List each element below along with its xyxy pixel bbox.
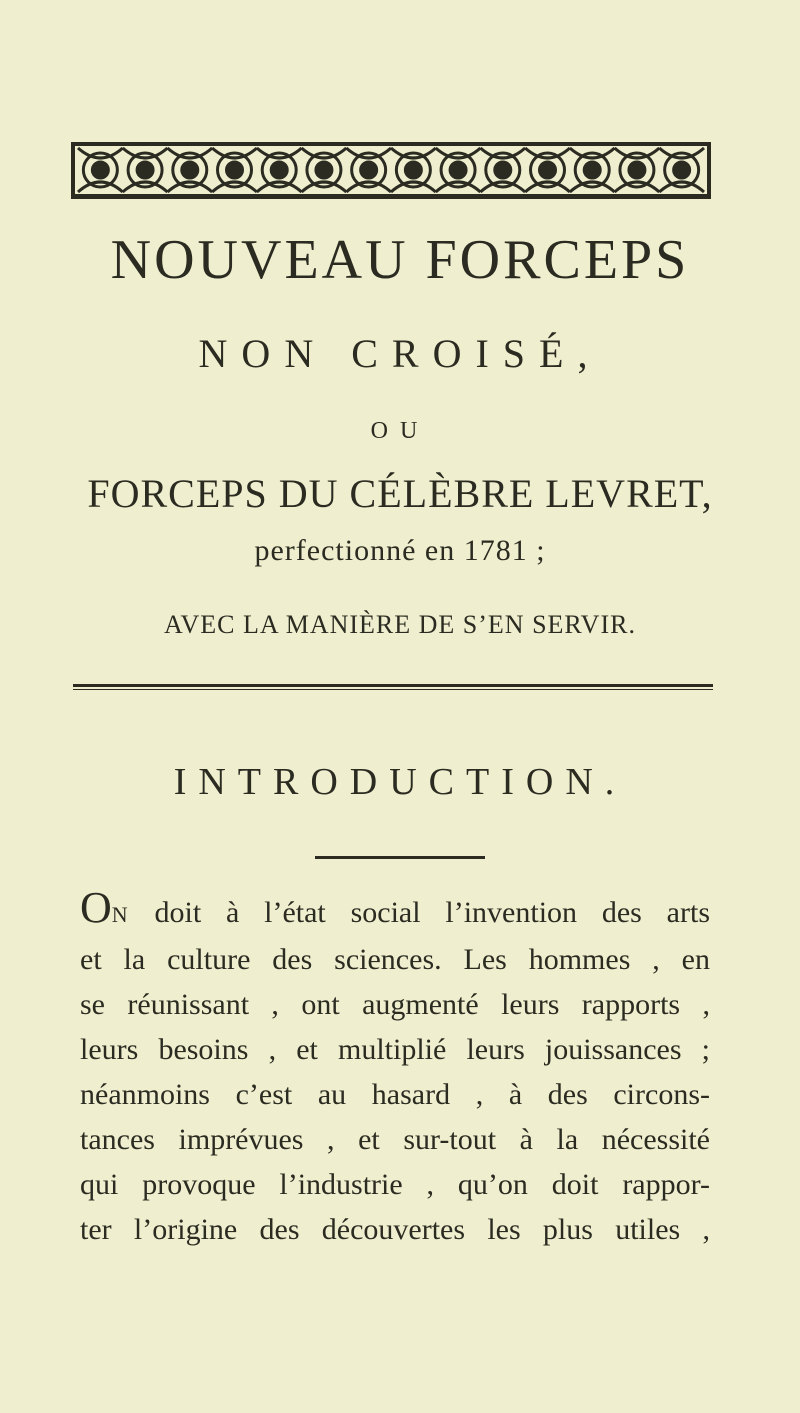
body-line: néanmoins c’est au hasard , à des circons- [80, 1078, 710, 1111]
ornament-rosette-center [271, 162, 287, 178]
body-line: leurs besoins , et multiplié leurs jouissances ; [80, 1033, 710, 1066]
ornament-rosette-center [182, 162, 198, 178]
body-line: et la culture des sciences. Les hommes , en [80, 943, 710, 976]
double-rule-divider [73, 684, 713, 690]
ornament-rosette-center [137, 162, 153, 178]
ornament-rosette-center [92, 162, 108, 178]
short-rule-divider [315, 856, 485, 859]
body-line: se réunissant , ont augmenté leurs rapports , [80, 988, 710, 1021]
body-line-text: doit à l’état social l’invention des arts [154, 896, 710, 929]
title-alternate: FORCEPS DU CÉLÈBRE LEVRET, [87, 471, 713, 516]
ornament-rosette-center [361, 162, 377, 178]
drop-cap: O [80, 883, 112, 932]
section-heading: INTRODUCTION. [173, 761, 627, 803]
ornament-rosette-center [316, 162, 332, 178]
title-subtitle: NON CROISÉ, [198, 331, 602, 376]
ornament-rosette-center [450, 162, 466, 178]
body-line: qui provoque l’industrie , qu’on doit rappor- [80, 1168, 710, 1201]
ornament-rosette-center [629, 162, 645, 178]
body-line: ter l’origine des découvertes les plus utiles , [80, 1213, 710, 1246]
ornament-rosette-center [495, 162, 511, 178]
first-word-rest: N [111, 902, 130, 927]
body-paragraph [80, 883, 710, 1252]
ornament-rosette-center [540, 162, 556, 178]
ornament-rosette-center [405, 162, 421, 178]
title-date-line: perfectionné en 1781 ; [254, 534, 546, 567]
ornament-rosette-center [584, 162, 600, 178]
ornament-rosette-center [674, 162, 690, 178]
title-usage-line: AVEC LA MANIÈRE DE S’EN SERVIR. [164, 610, 636, 639]
body-line: tances imprévues , et sur-tout à la nécessité [80, 1123, 710, 1156]
title-conjunction: OU [370, 418, 430, 444]
ornamental-header-band [70, 138, 712, 202]
title-main: NOUVEAU FORCEPS [110, 229, 690, 291]
ornament-rosette-center [227, 162, 243, 178]
body-line [80, 883, 710, 937]
